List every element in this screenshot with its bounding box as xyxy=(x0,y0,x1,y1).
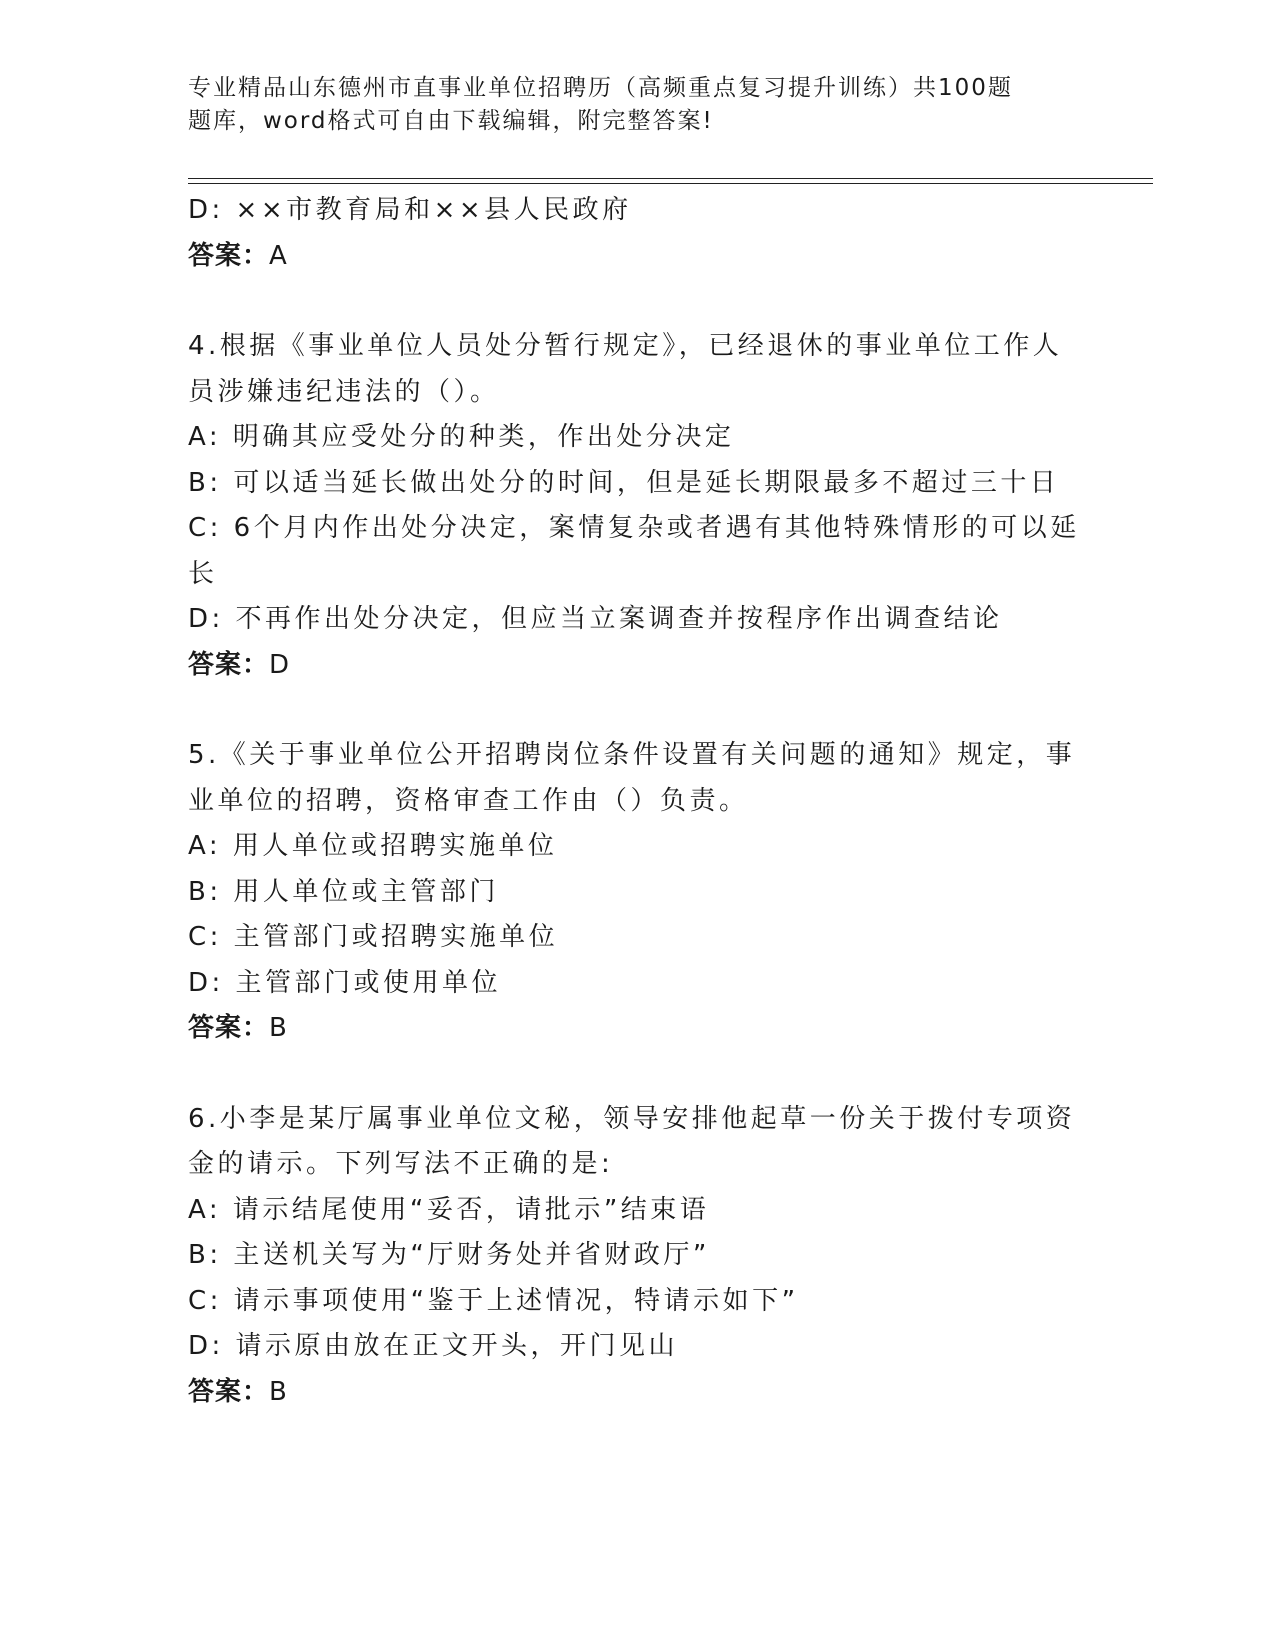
page-header xyxy=(188,72,1088,138)
option-a: A: 明确其应受处分的种类，作出处分决定 xyxy=(188,422,735,452)
question-5 xyxy=(188,733,1088,1052)
answer-value: B xyxy=(269,1013,288,1043)
header-title-line2: 题库，word格式可自由下载编辑，附完整答案! xyxy=(188,108,714,134)
answer-value: A xyxy=(269,240,288,271)
answer xyxy=(188,643,1088,689)
option-c: C: 6个月内作出处分决定，案情复杂或者遇有其他特殊情形的可以延 xyxy=(188,513,1080,543)
answer-label: 答案： xyxy=(188,649,270,680)
option-b: B: 可以适当延长做出处分的时间，但是延长期限最多不超过三十日 xyxy=(188,467,1060,498)
option-d: D: ××市教育局和××县人民政府 xyxy=(188,195,632,225)
header-title-line1: 专业精品山东德州市直事业单位招聘历（高频重点复习提升训练）共100题 xyxy=(188,75,1013,101)
option-c: C: 请示事项使用“鉴于上述情况，特请示如下” xyxy=(188,1285,799,1316)
answer xyxy=(188,234,1088,280)
answer xyxy=(188,1006,1088,1052)
document-body xyxy=(188,188,1088,1415)
answer-value: B xyxy=(269,1376,288,1407)
question-stem-line: 4.根据《事业单位人员处分暂行规定》，已经退休的事业单位工作人 xyxy=(188,331,1063,361)
option-d: D: 请示原由放在正文开头，开门见山 xyxy=(188,1331,679,1361)
question-stem-line: 员涉嫌违纪违法的（）。 xyxy=(188,376,500,407)
answer xyxy=(188,1370,1088,1416)
header-divider xyxy=(188,178,1153,184)
question-4 xyxy=(188,324,1088,688)
previous-question-tail xyxy=(188,188,1088,279)
option-b: B: 主送机关写为“厅财务处并省财政厅” xyxy=(188,1240,710,1270)
option-a: A: 用人单位或招聘实施单位 xyxy=(188,831,558,861)
option-a: A: 请示结尾使用“妥否，请批示”结束语 xyxy=(188,1194,710,1225)
option-c: C: 主管部门或招聘实施单位 xyxy=(188,922,559,952)
answer-label: 答案： xyxy=(188,240,270,271)
option-b: B: 用人单位或主管部门 xyxy=(188,876,499,907)
answer-value: D xyxy=(269,649,291,680)
option-d: D: 不再作出处分决定，但应当立案调查并按程序作出调查结论 xyxy=(188,604,1003,634)
question-stem-line: 业单位的招聘，资格审查工作由（）负责。 xyxy=(188,785,749,816)
answer-label: 答案： xyxy=(188,1376,270,1407)
option-d: D: 主管部门或使用单位 xyxy=(188,967,502,998)
question-6 xyxy=(188,1097,1088,1416)
question-stem-line: 5.《关于事业单位公开招聘岗位条件设置有关问题的通知》规定，事 xyxy=(188,740,1076,770)
answer-label: 答案： xyxy=(188,1013,270,1043)
option-c-continuation: 长 xyxy=(188,558,218,589)
question-stem-line: 金的请示。下列写法不正确的是: xyxy=(188,1149,614,1179)
question-stem-line: 6.小李是某厅属事业单位文秘，领导安排他起草一份关于拨付专项资 xyxy=(188,1103,1076,1134)
